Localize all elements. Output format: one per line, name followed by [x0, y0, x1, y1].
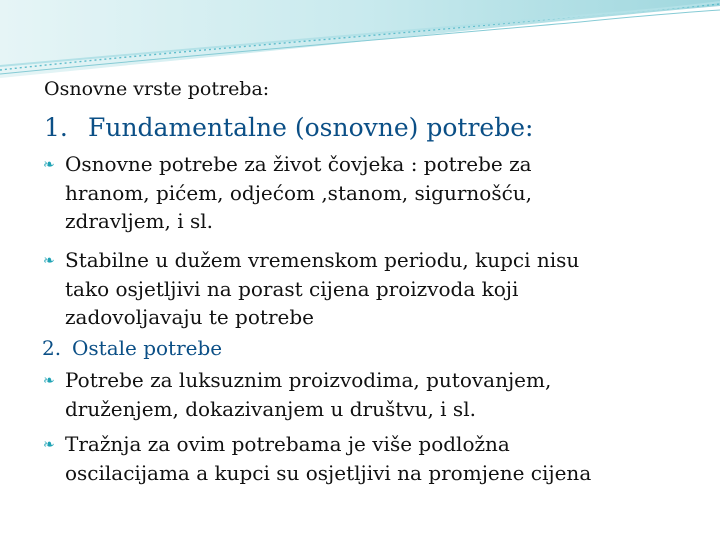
leaf-swirl-bullet-icon: ❧: [43, 437, 55, 453]
leaf-swirl-bullet-icon: ❧: [43, 253, 55, 269]
bullet-line: tako osjetljivi na porast cijena proizvoda koji: [65, 277, 519, 301]
section-1-title: [44, 112, 533, 144]
section-2-number: 2.: [42, 336, 62, 360]
bullet-item: [43, 150, 713, 235]
section-1-number: 1.: [44, 113, 68, 142]
leaf-swirl-bullet-icon: ❧: [43, 157, 55, 173]
bullet-item: [43, 246, 713, 331]
bullet-line: zadovoljavaju te potrebe: [65, 305, 314, 329]
bullet-item: [43, 366, 713, 423]
bullet-line: Osnovne potrebe za život čovjeka : potrebe za: [65, 152, 532, 176]
section-1-label: Fundamentalne (osnovne) potrebe:: [88, 113, 534, 142]
section-2-title: [42, 334, 222, 362]
leaf-swirl-bullet-icon: ❧: [43, 373, 55, 389]
header-wave-banner: [0, 0, 720, 80]
bullet-line: oscilacijama a kupci su osjetljivi na promjene cijena: [65, 461, 592, 485]
bullet-line: Stabilne u dužem vremenskom periodu, kupci nisu: [65, 248, 580, 272]
slide-heading: Osnovne vrste potreba:: [44, 78, 270, 100]
bullet-item: [43, 430, 713, 487]
bullet-line: Potrebe za luksuznim proizvodima, putovanjem,: [65, 368, 552, 392]
bullet-line: hranom, pićem, odjećom ,stanom, sigurnošću,: [65, 181, 533, 205]
bullet-line: druženjem, dokazivanjem u društvu, i sl.: [65, 397, 476, 421]
section-2-label: Ostale potrebe: [72, 336, 223, 360]
bullet-line: Tražnja za ovim potrebama je više podložna: [65, 432, 510, 456]
bullet-line: zdravljem, i sl.: [65, 209, 214, 233]
